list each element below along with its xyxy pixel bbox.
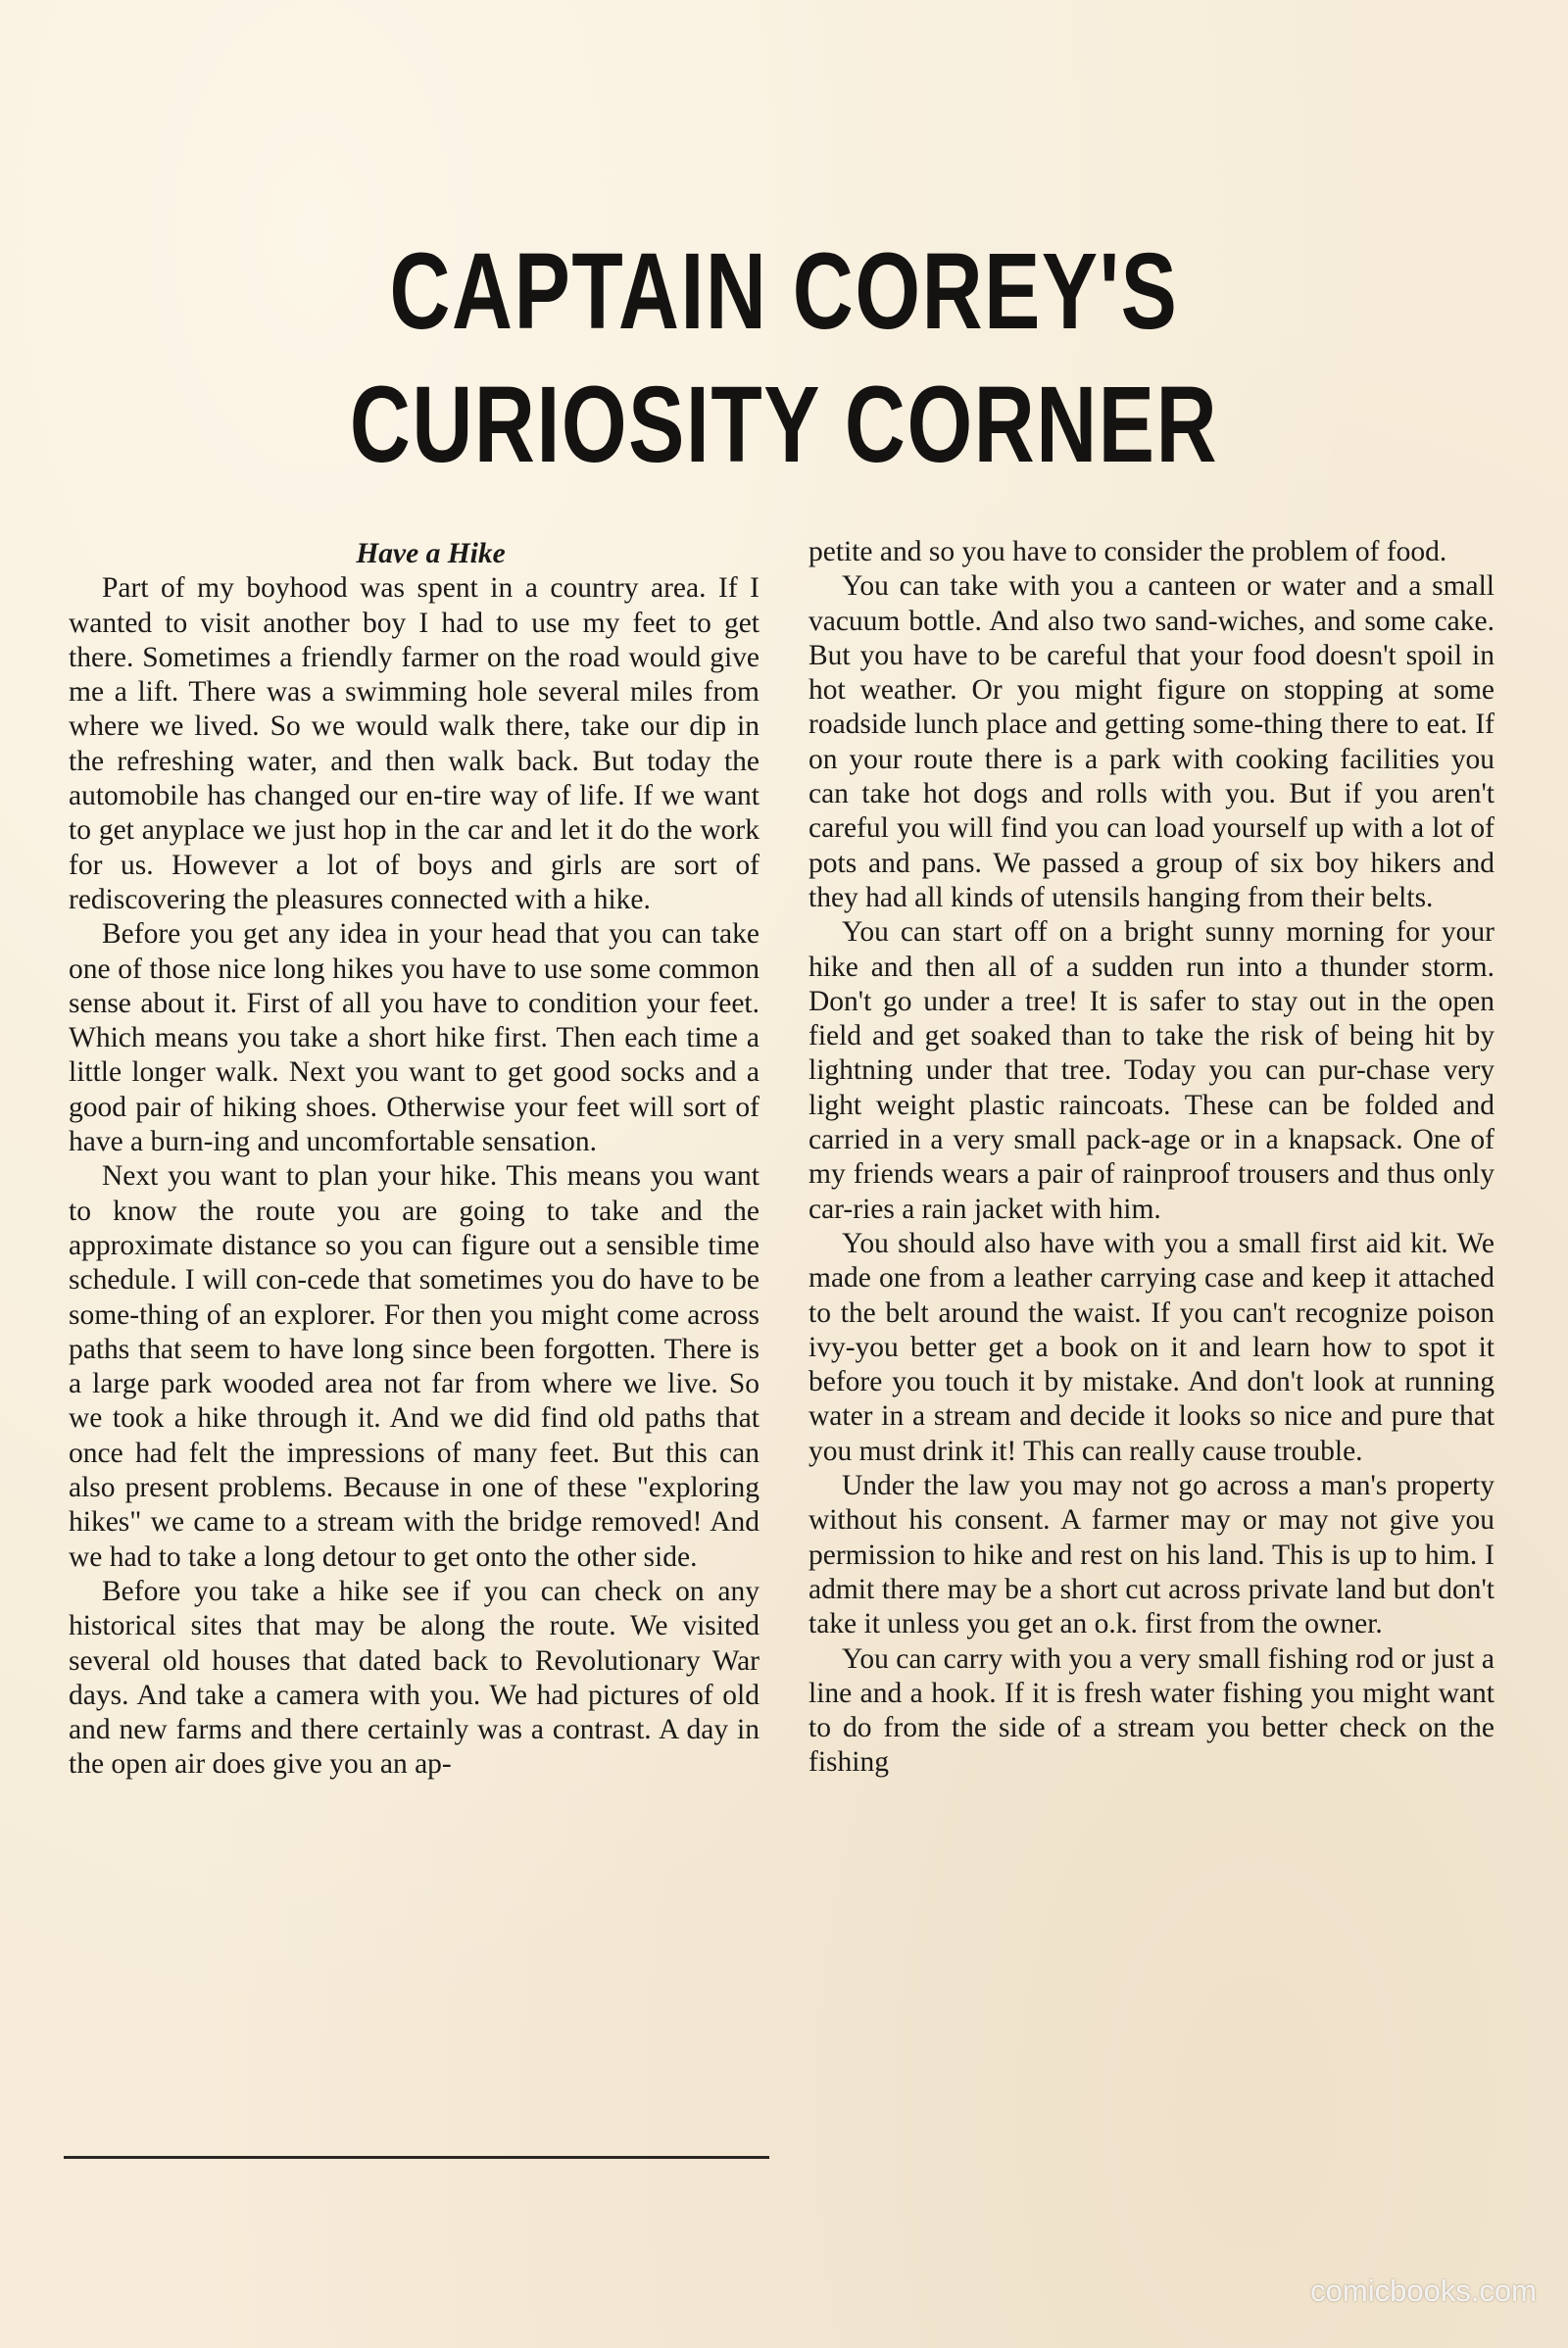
article-column-right (808, 535, 1494, 1781)
article-column-left (69, 537, 760, 1783)
article-paragraph: You can carry with you a very small fishing rod or just a line and a hook. If it is fresh water fishing you might want to do from the side of a stream you better check on the fishing (808, 1642, 1494, 1779)
article-paragraph: You can take with you a canteen or water and a small vacuum bottle. And also two sand-wiches, and some cake. But you have to be careful that your food doesn't spoil in hot weather. Or you might figure on stopping at some roadside lunch place and getting some-thing there to eat. If on your route there is a park with cooking facilities you can take hot dogs and rolls with you. But if you aren't careful you will find you can load yourself up with a lot of pots and pans. We passed a group of six boy hikers and they had all kinds of utensils hanging from their belts. (808, 570, 1494, 913)
title-line-2: CURIOSITY CORNER (349, 365, 1219, 485)
article-paragraph: Before you take a hike see if you can check on any historical sites that may be along the route. We visited several old houses that dated back to Revolutionary War days. And take a camera with you. We had pictures of old and new farms and there certainly was a contrast. A day in the open air does give you an ap- (69, 1575, 760, 1781)
article-paragraph: You can start off on a bright sunny morning for your hike and then all of a sudden run into a thunder storm. Don't go under a tree! It is safer to stay out in the open field and get soaked than to take the risk of being hit by lightning under that tree. Today you can pur-chase very light weight plastic raincoats. These can be folded and carried in a very small pack-age or in a knapsack. One of my friends wears a pair of rainproof trousers and thus only car-ries a rain jacket with him. (808, 916, 1494, 1225)
article-paragraph: Part of my boyhood was spent in a country area. If I wanted to visit another boy I had to use my feet to get there. Sometimes a friendly farmer on the road would give me a lift. There was a swimming hole several miles from where we lived. So we would walk there, take our dip in the refreshing water, and then walk back. But today the automobile has changed our en-tire way of life. If we want to get anyplace we just hop in the car and let it do the work for us. However a lot of boys and girls are sort of rediscovering the pleasures connected with a hike. (69, 572, 760, 915)
article-paragraph: Under the law you may not go across a man's property without his consent. A farmer may or may not give you permission to hike and rest on his land. This is up to him. I admit there may be a short cut across private land but don't take it unless you get an o.k. first from the owner. (808, 1470, 1494, 1640)
article-subhead: Have a Hike (356, 538, 506, 569)
page-title (325, 225, 1243, 492)
article-paragraph-continued: petite and so you have to consider the problem of food. (808, 536, 1447, 567)
title-line-1: CAPTAIN COREY'S (389, 231, 1179, 352)
article-paragraph: Before you get any idea in your head that you can take one of those nice long hikes you have to use some common sense about it. First of all you have to condition your feet. Which means you take a short hike first. Then each time a little longer walk. Next you want to get good socks and a good pair of hiking shoes. Otherwise your feet will sort of have a burn-ing and uncomfortable sensation. (69, 918, 760, 1158)
article-paragraph: You should also have with you a small first aid kit. We made one from a leather carrying case and keep it attached to the belt around the waist. If you can't recognize poison ivy-you better get a book on it and learn how to spot it before you touch it by mistake. And don't look at running water in a stream and decide it looks so nice and pure that you must drink it! This can really cause trouble. (808, 1227, 1494, 1467)
article-paragraph: Next you want to plan your hike. This means you want to know the route you are going to take and the approximate distance so you can figure out a sensible time schedule. I will con-cede that sometimes you do have to be some-thing of an explorer. For then you might come across paths that seem to have long since been forgotten. There is a large park wooded area not far from where we live. So we took a hike through it. And we did find old paths that once had felt the impressions of many feet. But this can also present problems. Because in one of these "exploring hikes" we came to a stream with the bridge removed! And we had to take a long detour to get onto the other side. (69, 1160, 760, 1573)
site-watermark: comicbooks.com (1310, 2274, 1537, 2308)
column-end-rule (64, 2156, 769, 2159)
